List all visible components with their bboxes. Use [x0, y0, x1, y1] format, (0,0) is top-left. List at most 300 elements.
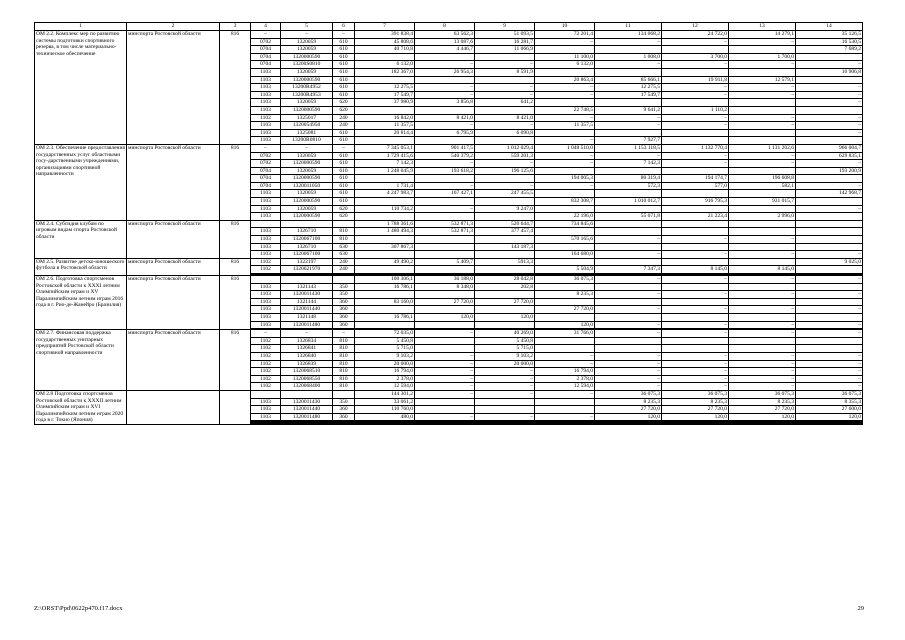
expense-type-cell: 610	[333, 137, 355, 145]
amount-cell: 1 131 202,6	[729, 144, 796, 152]
section-code-cell: 1103	[251, 68, 281, 76]
amount-cell: –	[796, 99, 863, 107]
amount-cell: 20 814,4	[355, 129, 415, 137]
amount-cell	[415, 213, 475, 221]
amount-cell: 1 132 770,4	[662, 144, 729, 152]
expense-type-cell: 240	[333, 258, 355, 266]
amount-cell	[475, 321, 535, 329]
target-item-cell: 13200S0810	[281, 61, 333, 69]
amount-cell: 7 927,7	[595, 137, 662, 145]
amount-cell: 143 187,3	[475, 243, 535, 251]
amount-cell: 11 100,0	[535, 53, 595, 61]
amount-cell: –	[729, 61, 796, 69]
amount-cell: –	[662, 84, 729, 92]
amount-cell: –	[475, 375, 535, 383]
amount-cell: –	[595, 152, 662, 160]
amount-cell: –	[729, 368, 796, 376]
target-item-cell: 1321148	[281, 313, 333, 321]
amount-cell: –	[729, 330, 796, 338]
amount-cell: 641,2	[475, 99, 535, 107]
amount-cell: 36 075,3	[595, 390, 662, 398]
amount-cell	[729, 99, 796, 107]
expense-type-cell: 610	[333, 38, 355, 46]
amount-cell	[415, 291, 475, 299]
amount-cell: –	[662, 306, 729, 314]
amount-cell: 193 618,2	[415, 167, 475, 175]
amount-cell	[415, 424, 475, 425]
amount-cell: 9 025,0	[796, 258, 863, 266]
amount-cell	[415, 198, 475, 206]
amount-cell: –	[796, 91, 863, 99]
target-item-cell: 1326840	[281, 352, 333, 360]
event-name-cell: ОМ 2.5. Развитие детско-юношеского футбола в Ростовской области	[35, 258, 127, 275]
expense-type-cell: 810	[333, 337, 355, 345]
expense-type-cell: 620	[333, 99, 355, 107]
amount-cell	[475, 236, 535, 244]
target-item-cell: 1320059	[281, 46, 333, 54]
amount-cell: –	[475, 61, 535, 69]
amount-cell: 27 720,0	[595, 406, 662, 414]
amount-cell: –	[796, 84, 863, 92]
amount-cell: 31 766,0	[535, 330, 595, 338]
page-number: 29	[857, 605, 864, 612]
amount-cell	[729, 106, 796, 114]
amount-cell: –	[535, 182, 595, 190]
target-item-cell: 1325081	[281, 129, 333, 137]
amount-cell: –	[796, 375, 863, 383]
amount-cell: 27 720,0	[535, 306, 595, 314]
column-number: 9	[475, 23, 535, 31]
amount-cell: –	[595, 122, 662, 130]
amount-cell: 142 968,7	[796, 190, 863, 198]
amount-cell	[729, 298, 796, 306]
amount-cell: –	[662, 360, 729, 368]
amount-cell	[415, 345, 475, 353]
target-item-cell: 1320011050	[281, 182, 333, 190]
section-code-cell: –	[251, 330, 281, 338]
amount-cell: –	[535, 352, 595, 360]
amount-cell	[355, 321, 415, 329]
amount-cell: –	[595, 114, 662, 122]
amount-cell	[729, 345, 796, 353]
amount-cell	[796, 220, 863, 228]
amount-cell: –	[415, 205, 475, 213]
expense-type-cell: 620	[333, 213, 355, 221]
amount-cell: 520 644,7	[475, 220, 535, 228]
expense-type-cell: 360	[333, 298, 355, 306]
amount-cell: 540 379,2	[415, 152, 475, 160]
amount-cell: 5 450,8	[475, 337, 535, 345]
amount-cell	[535, 190, 595, 198]
expense-type-cell: 360	[333, 306, 355, 314]
amount-cell	[662, 220, 729, 228]
amount-cell	[415, 137, 475, 145]
amount-cell: 134 068,2	[595, 31, 662, 39]
amount-cell	[662, 190, 729, 198]
section-code-cell: 1103	[251, 406, 281, 414]
amount-cell: –	[662, 61, 729, 69]
expense-type-cell: 810	[333, 360, 355, 368]
amount-cell: –	[475, 91, 535, 99]
amount-cell	[662, 337, 729, 345]
target-item-cell: 1320059	[281, 190, 333, 198]
column-number: 1	[35, 23, 127, 31]
amount-cell: –	[595, 61, 662, 69]
section-code-cell: 1103	[251, 306, 281, 314]
amount-cell: –	[796, 122, 863, 130]
column-number: 2	[127, 23, 220, 31]
amount-cell: 11 357,5	[355, 122, 415, 130]
amount-cell	[796, 213, 863, 221]
amount-cell	[796, 137, 863, 145]
target-item-cell: 1320000590	[281, 76, 333, 84]
section-code-cell: 1102	[251, 375, 281, 383]
amount-cell	[729, 167, 796, 175]
amount-cell: 247 455,5	[475, 190, 535, 198]
amount-cell	[415, 76, 475, 84]
amount-cell: –	[595, 375, 662, 383]
expense-type-cell: 610	[333, 46, 355, 54]
amount-cell: 572,3	[595, 182, 662, 190]
amount-cell	[595, 220, 662, 228]
amount-cell	[535, 313, 595, 321]
amount-cell: –	[729, 160, 796, 168]
amount-cell: 8 591,9	[475, 68, 535, 76]
amount-cell: 1 153 118,5	[595, 144, 662, 152]
amount-cell: 202,8	[475, 283, 535, 291]
target-item-cell: 13200R4953	[281, 91, 333, 99]
amount-cell: 80 319,4	[595, 175, 662, 183]
amount-cell	[355, 106, 415, 114]
amount-cell: 51 093,5	[475, 31, 535, 39]
amount-cell	[729, 205, 796, 213]
amount-cell: 17 549,7	[355, 91, 415, 99]
amount-cell	[662, 228, 729, 236]
target-item-cell	[281, 220, 333, 228]
section-code-cell: 1103	[251, 198, 281, 206]
amount-cell: 916 795,3	[662, 198, 729, 206]
amount-cell: –	[535, 91, 595, 99]
amount-cell: –	[796, 114, 863, 122]
amount-cell	[355, 175, 415, 183]
amount-cell	[535, 283, 595, 291]
amount-cell	[415, 398, 475, 406]
amount-cell	[355, 137, 415, 145]
target-item-cell: 1320059	[281, 38, 333, 46]
section-code-cell: 1102	[251, 114, 281, 122]
amount-cell: 391 838,4	[355, 31, 415, 39]
amount-cell	[729, 337, 796, 345]
amount-cell: 20 000,0	[475, 360, 535, 368]
amount-cell	[415, 321, 475, 329]
amount-cell: 120,0	[796, 413, 863, 421]
section-code-cell	[251, 390, 281, 398]
amount-cell: 3 856,8	[415, 99, 475, 107]
amount-cell: –	[415, 160, 475, 168]
target-item-cell: 1320067100	[281, 251, 333, 259]
amount-cell: –	[662, 122, 729, 130]
expense-type-cell: 810	[333, 383, 355, 391]
amount-cell: 120,0	[662, 413, 729, 421]
section-code-cell	[251, 276, 281, 284]
section-code-cell: 1103	[251, 321, 281, 329]
amount-cell: –	[662, 291, 729, 299]
amount-cell: –	[662, 160, 729, 168]
section-code-cell: 1103	[251, 129, 281, 137]
amount-cell: 16 530,5	[796, 38, 863, 46]
expense-type-cell: 610	[333, 91, 355, 99]
amount-cell: 72 201,4	[535, 31, 595, 39]
amount-cell	[662, 167, 729, 175]
amount-cell: 120,0	[729, 413, 796, 421]
amount-cell	[475, 137, 535, 145]
section-code-cell	[251, 220, 281, 228]
amount-cell	[535, 68, 595, 76]
document-path: Z:\ORST\Ppd\0622p470.f17.docx	[34, 605, 123, 612]
amount-cell: 5913,3	[475, 258, 535, 266]
amount-cell: 33 061,2	[355, 398, 415, 406]
amount-cell: 8 348,0	[415, 283, 475, 291]
amount-cell: –	[475, 383, 535, 391]
amount-cell: –	[729, 383, 796, 391]
amount-cell: –	[662, 368, 729, 376]
amount-cell: 480,0	[355, 413, 415, 421]
amount-cell: 8 235,3	[535, 291, 595, 299]
amount-cell	[415, 406, 475, 414]
amount-cell	[355, 53, 415, 61]
amount-cell: 110 734,2	[355, 205, 415, 213]
amount-cell: –	[729, 321, 796, 329]
section-code-cell: 1103	[251, 99, 281, 107]
section-code-cell: 1103	[251, 76, 281, 84]
grbs-code-cell: 816	[220, 258, 251, 275]
amount-cell: 1 048 510,0	[535, 144, 595, 152]
expense-type-cell: 610	[333, 129, 355, 137]
executor-cell: минспорта Ростовской области	[127, 330, 220, 391]
amount-cell: –	[796, 383, 863, 391]
expense-type-cell: 630	[333, 243, 355, 251]
amount-cell: 12 275,5	[355, 84, 415, 92]
section-code-cell: 1103	[251, 122, 281, 130]
amount-cell: 19 911,8	[662, 76, 729, 84]
executor-cell: минспорта Ростовской области	[127, 258, 220, 275]
amount-cell: –	[796, 330, 863, 338]
amount-cell	[415, 306, 475, 314]
target-item-cell: 1320011430	[281, 291, 333, 299]
table-row	[35, 31, 863, 39]
column-number: 12	[662, 23, 729, 31]
target-item-cell: –	[281, 144, 333, 152]
grbs-code-cell: 816	[220, 276, 251, 330]
amount-cell	[475, 213, 535, 221]
amount-cell	[662, 243, 729, 251]
amount-cell: 12 275,5	[595, 84, 662, 92]
amount-cell: –	[595, 236, 662, 244]
expense-type-cell: –	[333, 31, 355, 39]
amount-cell: 5 715,0	[355, 345, 415, 353]
table-row	[35, 220, 863, 228]
amount-cell: –	[415, 61, 475, 69]
amount-cell: 577,0	[662, 182, 729, 190]
amount-cell: –	[595, 251, 662, 259]
amount-cell: –	[662, 321, 729, 329]
amount-cell: –	[415, 390, 475, 398]
amount-cell: 1 731,4	[355, 182, 415, 190]
amount-cell: 1 012 029,4	[475, 144, 535, 152]
amount-cell: 7 345 053,1	[355, 144, 415, 152]
amount-cell	[729, 46, 796, 54]
amount-cell	[729, 313, 796, 321]
amount-cell: 11 357,5	[535, 122, 595, 130]
section-code-cell: 1103	[251, 313, 281, 321]
amount-cell: –	[796, 61, 863, 69]
amount-cell: –	[662, 152, 729, 160]
amount-cell	[535, 129, 595, 137]
event-name-cell: ОМ 2.7. Финансовая поддержка государственных унитарных предприятий Ростовской области спортивной направленности	[35, 330, 127, 391]
amount-cell	[662, 283, 729, 291]
target-item-cell: 1320068400	[281, 383, 333, 391]
column-number: 7	[355, 23, 415, 31]
target-item-cell: 1320059	[281, 205, 333, 213]
amount-cell	[475, 398, 535, 406]
amount-cell	[796, 243, 863, 251]
amount-cell: –	[475, 182, 535, 190]
amount-cell: –	[475, 413, 535, 421]
section-code-cell: 1103	[251, 236, 281, 244]
amount-cell	[796, 53, 863, 61]
column-number: 3	[220, 23, 251, 31]
amount-cell: 144 301,2	[355, 390, 415, 398]
amount-cell: 27 600,0	[796, 406, 863, 414]
section-code-cell: 1102	[251, 258, 281, 266]
amount-cell: –	[415, 84, 475, 92]
amount-cell: –	[729, 306, 796, 314]
target-item-cell: 1326839	[281, 360, 333, 368]
expense-type-cell: 810	[333, 375, 355, 383]
amount-cell: 8 145,0	[662, 266, 729, 274]
amount-cell	[355, 306, 415, 314]
target-item-cell: 1320000590	[281, 175, 333, 183]
amount-cell	[475, 198, 535, 206]
amount-cell	[595, 190, 662, 198]
amount-cell	[662, 345, 729, 353]
amount-cell: 1 788 361,6	[355, 220, 415, 228]
table-row	[35, 144, 863, 152]
amount-cell	[595, 205, 662, 213]
amount-cell: –	[595, 291, 662, 299]
column-number: 5	[281, 23, 333, 31]
amount-cell: –	[475, 160, 535, 168]
amount-cell	[729, 137, 796, 145]
amount-cell: 13 087,6	[415, 38, 475, 46]
amount-cell: 36 075,3	[662, 390, 729, 398]
expense-type-cell: 620	[333, 106, 355, 114]
amount-cell	[355, 213, 415, 221]
amount-cell: 8 235,3	[662, 398, 729, 406]
amount-cell	[595, 228, 662, 236]
amount-cell	[535, 99, 595, 107]
target-item-cell: 1325017	[281, 114, 333, 122]
amount-cell: 6 795,9	[415, 129, 475, 137]
section-code-cell: 0702	[251, 152, 281, 160]
target-item-cell: 1320054950	[281, 122, 333, 130]
amount-cell: 100 306,1	[355, 276, 415, 284]
amount-cell: –	[796, 306, 863, 314]
amount-cell: –	[595, 368, 662, 376]
target-item-cell: 13200R0810	[281, 137, 333, 145]
amount-cell: 16 786,1	[355, 283, 415, 291]
amount-cell	[355, 198, 415, 206]
column-number: 4	[251, 23, 281, 31]
target-item-cell: 1320000590	[281, 106, 333, 114]
amount-cell: 1 010 012,7	[595, 198, 662, 206]
amount-cell: 24 722,0	[662, 31, 729, 39]
amount-cell: 12 594,0	[355, 383, 415, 391]
grbs-code-cell: 816	[220, 144, 251, 220]
amount-cell	[475, 406, 535, 414]
amount-cell: –	[535, 114, 595, 122]
amount-cell: 966 004,7	[796, 144, 863, 152]
section-code-cell: 1103	[251, 213, 281, 221]
amount-cell: 5 715,0	[475, 345, 535, 353]
amount-cell: –	[662, 330, 729, 338]
target-item-cell: –	[281, 31, 333, 39]
amount-cell	[475, 424, 535, 425]
expense-type-cell: 810	[333, 345, 355, 353]
amount-cell: 193 200,9	[796, 167, 863, 175]
amount-cell	[662, 99, 729, 107]
amount-cell: –	[796, 129, 863, 137]
column-number: 8	[415, 23, 475, 31]
amount-cell: –	[729, 291, 796, 299]
amount-cell: –	[535, 38, 595, 46]
amount-cell	[415, 266, 475, 274]
event-name-cell: ОМ 2.3. Обеспечение предоставления государственных услуг областными госу-дарственными учреждениями, организациями спортивной направленности	[35, 144, 127, 220]
column-number: 14	[796, 23, 863, 31]
amount-cell: 194 005,3	[535, 175, 595, 183]
target-item-cell: 1320067100	[281, 236, 333, 244]
amount-cell: 36 075,3	[796, 390, 863, 398]
section-code-cell: 1102	[251, 345, 281, 353]
target-item-cell: 1320011480	[281, 321, 333, 329]
amount-cell: 9 103,2	[355, 352, 415, 360]
amount-cell: –	[535, 137, 595, 145]
amount-cell	[595, 313, 662, 321]
amount-cell: –	[535, 413, 595, 421]
expense-type-cell: 360	[333, 321, 355, 329]
amount-cell: –	[796, 276, 863, 284]
amount-cell: 832 308,7	[535, 198, 595, 206]
expense-type-cell: 610	[333, 160, 355, 168]
section-code-cell	[251, 424, 281, 425]
amount-cell: 532 871,3	[415, 220, 475, 228]
amount-cell: –	[415, 383, 475, 391]
grbs-code-cell: 816	[220, 31, 251, 145]
amount-cell	[729, 283, 796, 291]
section-code-cell: 1103	[251, 205, 281, 213]
expense-type-cell: 810	[333, 352, 355, 360]
amount-cell: 5 409,7	[415, 258, 475, 266]
expense-type-cell: 240	[333, 122, 355, 130]
amount-cell	[662, 313, 729, 321]
amount-cell: –	[796, 251, 863, 259]
amount-cell: 196 125,6	[475, 167, 535, 175]
amount-cell: 931 015,7	[729, 198, 796, 206]
amount-cell	[415, 251, 475, 259]
section-code-cell: 1103	[251, 137, 281, 145]
expense-type-cell: 620	[333, 205, 355, 213]
amount-cell: –	[415, 91, 475, 99]
